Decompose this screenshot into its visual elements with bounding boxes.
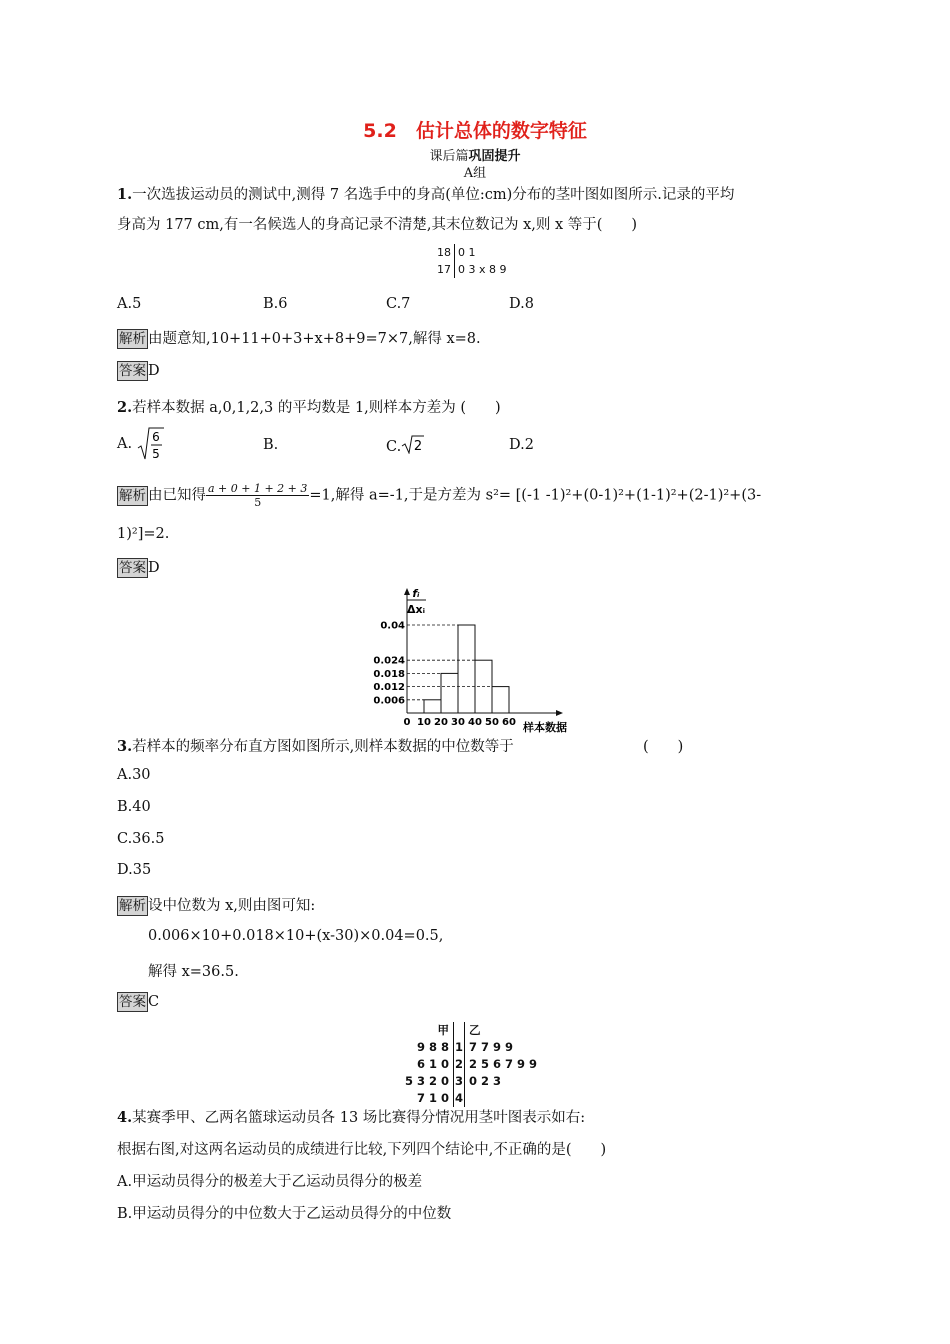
q2-option-b: B. bbox=[263, 437, 279, 453]
q3-option-a: A.30 bbox=[117, 767, 151, 783]
sqrt-sign bbox=[401, 434, 425, 454]
q2-line bbox=[117, 396, 501, 417]
q1-stem-leaf bbox=[437, 244, 508, 278]
x-tick-label: 10 bbox=[417, 717, 431, 728]
frac-numerator: a + 0 + 1 + 2 + 3 bbox=[208, 482, 308, 495]
stem-cell: 17 bbox=[437, 261, 455, 278]
leaf-right: 0 2 3 bbox=[469, 1074, 502, 1088]
q3-answer-text: C bbox=[148, 994, 160, 1010]
q2-answer bbox=[117, 558, 160, 578]
histogram-bar bbox=[458, 625, 475, 713]
x-tick-label: 20 bbox=[434, 717, 448, 728]
histogram-xlabel: 样本数据 bbox=[523, 721, 567, 734]
q3-analysis-text: 设中位数为 x,则由图可知: bbox=[148, 898, 316, 914]
q3-number: 3. bbox=[117, 738, 133, 755]
q4-line2: 根据右图,对这两名运动员的成绩进行比较,下列四个结论中,不正确的是( ) bbox=[117, 1142, 607, 1158]
y-tick-label: 0.024 bbox=[373, 655, 405, 667]
answer-tag: 答案 bbox=[119, 560, 146, 576]
histogram-bar bbox=[424, 700, 441, 713]
q2-option-c bbox=[386, 434, 425, 455]
x-tick-label: 50 bbox=[485, 717, 499, 728]
histogram-bar bbox=[441, 673, 458, 713]
q2-analysis bbox=[117, 482, 761, 509]
q4-option-b: B.甲运动员得分的中位数大于乙运动员得分的中位数 bbox=[117, 1206, 452, 1222]
leaf-cell: 0 1 bbox=[458, 246, 476, 259]
q1-text1: 一次选拔运动员的测试中,测得 7 名选手中的身高(单位:cm)分布的茎叶图如图所示.记录的平均 bbox=[132, 187, 735, 203]
sqrt-sign bbox=[137, 426, 165, 462]
q2-answer-text: D bbox=[148, 560, 160, 576]
q2-option-c-prefix: C. bbox=[386, 439, 402, 455]
q3-line bbox=[117, 735, 514, 756]
q3-answer bbox=[117, 992, 159, 1012]
q2-fraction bbox=[206, 482, 309, 509]
q3-paren: ( ) bbox=[643, 739, 684, 755]
y-tick-label: 0.04 bbox=[380, 620, 405, 632]
q3-option-b: B.40 bbox=[117, 799, 151, 815]
x-tick-label: 0 bbox=[403, 717, 411, 728]
q2-option-a bbox=[117, 426, 165, 462]
q2-analysis-pre: 由已知得 bbox=[148, 487, 206, 504]
histogram-ylabel-den: Δxᵢ bbox=[406, 603, 426, 616]
leaf-right bbox=[465, 1090, 539, 1107]
histogram-bar bbox=[492, 687, 509, 713]
leaf-left: 6 1 0 bbox=[416, 1057, 449, 1071]
frac-denominator: 5 bbox=[254, 496, 262, 509]
subtitle-part-a: 课后篇 bbox=[429, 149, 469, 164]
q1-analysis-text: 由题意知,10+11+0+3+x+8+9=7×7,解得 x=8. bbox=[148, 331, 481, 347]
q3-calc1: 0.006×10+0.018×10+(x-30)×0.04=0.5, bbox=[148, 928, 444, 944]
stem: 3 bbox=[455, 1074, 464, 1088]
q2-option-a-prefix: A. bbox=[117, 436, 133, 452]
q2-option-d: D.2 bbox=[509, 437, 534, 453]
q3-calc2: 解得 x=36.5. bbox=[148, 964, 239, 980]
leaf-left: 9 8 8 bbox=[416, 1040, 449, 1054]
q1-option-b: B.6 bbox=[263, 296, 288, 312]
leaf-left: 7 1 0 bbox=[416, 1091, 449, 1105]
q3-text: 若样本的频率分布直方图如图所示,则样本数据的中位数等于 bbox=[132, 739, 514, 755]
analysis-tag: 解析 bbox=[119, 487, 146, 504]
q2-text: 若样本数据 a,0,1,2,3 的平均数是 1,则样本方差为 ( ) bbox=[132, 400, 501, 416]
leaf-right: 7 7 9 9 bbox=[469, 1040, 514, 1054]
q4-stem-leaf bbox=[398, 1022, 538, 1107]
q4-line1 bbox=[117, 1106, 585, 1127]
q4-number: 4. bbox=[117, 1109, 133, 1126]
q3-analysis bbox=[117, 894, 315, 916]
q3-option-d: D.35 bbox=[117, 862, 152, 878]
q3-option-c: C.36.5 bbox=[117, 831, 165, 847]
page-title: 5.2 估计总体的数字特征 bbox=[363, 120, 587, 142]
leaf-cell: 0 3 x 8 9 bbox=[458, 263, 507, 276]
x-tick-label: 40 bbox=[468, 717, 482, 728]
y-tick-label: 0.012 bbox=[373, 682, 405, 694]
group-label: A组 bbox=[463, 166, 487, 181]
q1-answer bbox=[117, 361, 160, 381]
x-tick-label: 30 bbox=[451, 717, 465, 728]
q1-option-a: A.5 bbox=[117, 296, 142, 312]
y-axis-arrow bbox=[404, 588, 410, 595]
q2-analysis-post: =1,解得 a=-1,于是方差为 s²= [(-1 -1)²+(0-1)²+(1-1)²+(2-1)²+(3- bbox=[309, 487, 762, 504]
stem-leaf-right-header: 乙 bbox=[469, 1023, 481, 1037]
q1-answer-text: D bbox=[148, 363, 160, 379]
q1-analysis bbox=[117, 327, 481, 349]
y-tick-label: 0.006 bbox=[373, 695, 405, 707]
q2-sqrt-den: 5 bbox=[151, 447, 160, 461]
q2-analysis-line2: 1)²]=2. bbox=[117, 526, 170, 542]
q4-text1: 某赛季甲、乙两名篮球运动员各 13 场比赛得分情况用茎叶图表示如右: bbox=[132, 1110, 586, 1126]
q1-option-c: C.7 bbox=[386, 296, 411, 312]
frequency-histogram bbox=[370, 585, 585, 735]
stem: 4 bbox=[455, 1091, 464, 1105]
analysis-tag: 解析 bbox=[119, 898, 146, 914]
leaf-right: 2 5 6 7 9 9 bbox=[469, 1057, 538, 1071]
leaf-left: 5 3 2 0 bbox=[404, 1074, 449, 1088]
stem: 1 bbox=[455, 1040, 464, 1054]
q4-option-a: A.甲运动员得分的极差大于乙运动员得分的极差 bbox=[117, 1174, 423, 1190]
q1-line1 bbox=[117, 183, 734, 204]
q1-number: 1. bbox=[117, 186, 133, 203]
subtitle-part-b: 巩固提升 bbox=[468, 149, 521, 164]
stem-leaf-left-header: 甲 bbox=[437, 1023, 449, 1037]
q1-option-d: D.8 bbox=[509, 296, 534, 312]
q2-number: 2. bbox=[117, 399, 133, 416]
answer-tag: 答案 bbox=[119, 994, 146, 1010]
x-axis-arrow bbox=[556, 710, 563, 716]
stem-cell: 18 bbox=[437, 244, 455, 261]
answer-tag: 答案 bbox=[119, 363, 146, 379]
analysis-tag: 解析 bbox=[119, 331, 146, 347]
q2-sqrt-num: 6 bbox=[151, 430, 160, 444]
y-tick-label: 0.018 bbox=[373, 668, 405, 680]
stem: 2 bbox=[455, 1057, 464, 1071]
q1-line2: 身高为 177 cm,有一名候选人的身高记录不清楚,其末位数记为 x,则 x 等于( ) bbox=[117, 217, 638, 233]
x-tick-label: 60 bbox=[502, 717, 516, 728]
histogram-ylabel-num: fᵢ bbox=[412, 587, 420, 600]
q2-sqrt-rad: 2 bbox=[414, 439, 423, 454]
